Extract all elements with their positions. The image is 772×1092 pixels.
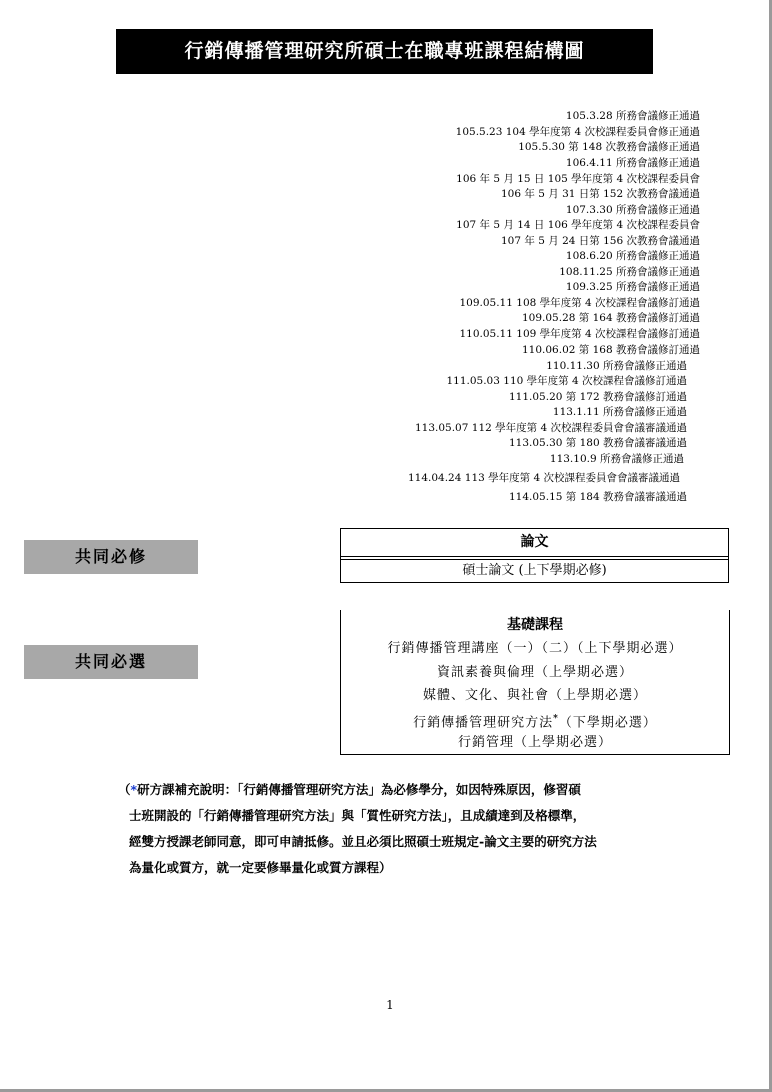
note-open-paren: （ (118, 782, 131, 797)
course-item: 資訊素養與倫理（上學期必選） (436, 664, 633, 680)
note-line: 經雙方授課老師同意，即可申請抵修。並且必須比照碩士班規定-論文主要的研究方法 (129, 834, 597, 849)
revision-line: 107.3.30 所務會議修正通過 (565, 204, 700, 216)
note-line: 為量化或質方，就一定要修畢量化或質方課程） (129, 860, 392, 875)
core-box-title: 基礎課程 (507, 617, 563, 633)
revision-line: 113.1.11 所務會議修正通過 (552, 406, 687, 418)
core-courses-box (340, 610, 730, 755)
course-item-label: 行銷傳播管理研究方法 (413, 714, 554, 730)
revision-line: 110.06.02 第 168 教務會議修訂通過 (522, 344, 700, 356)
note-line (118, 777, 718, 803)
course-item: 行銷傳播管理講座（一）（二）（上下學期必選） (387, 641, 683, 656)
revision-line: 107 年 5 月 24 日第 156 次教務會議通過 (501, 235, 700, 247)
thesis-course: 碩士論文 (上下學期必修) (462, 563, 607, 578)
note-line: 士班開設的「行銷傳播管理研究方法」與「質性研究方法」，且成績達到及格標準， (129, 808, 586, 823)
revision-line: 109.3.25 所務會議修正通過 (565, 281, 700, 293)
revision-line: 111.05.03 110 學年度第 4 次校課程會議修訂通過 (446, 375, 687, 387)
revision-line: 107 年 5 月 14 日 106 學年度第 4 次校課程委員會 (456, 219, 700, 231)
asterisk-marker: * (553, 713, 559, 724)
course-item: 媒體、文化、與社會（上學期必選） (422, 688, 647, 703)
revision-line: 108.6.20 所務會議修正通過 (565, 250, 700, 262)
course-item-suffix: （下學期必選） (558, 714, 657, 730)
note-star: * (130, 782, 138, 797)
revision-line: 106 年 5 月 31 日第 152 次教務會議通過 (501, 188, 700, 200)
revision-line: 109.05.11 108 學年度第 4 次校課程會議修訂通過 (459, 297, 700, 309)
elective-label: 共同必選 (24, 645, 198, 679)
required-label: 共同必修 (24, 540, 198, 574)
note-text: 研方課補充說明：「行銷傳播管理研究方法」為必修學分，如因特殊原因，修習碩 (137, 782, 581, 797)
thesis-box-title: 論文 (341, 529, 728, 557)
revision-line: 106 年 5 月 15 日 105 學年度第 4 次校課程委員會 (456, 173, 700, 185)
revision-line: 106.4.11 所務會議修正通過 (565, 157, 700, 169)
revision-line: 113.05.07 112 學年度第 4 次校課程委員會會議審議通過 (414, 422, 687, 434)
thesis-box (340, 528, 729, 583)
revision-line: 105.3.28 所務會議修正通過 (565, 110, 700, 122)
course-item: 行銷管理（上學期必選） (457, 735, 612, 750)
revision-line: 113.10.9 所務會議修正通過 (549, 453, 684, 465)
page-title: 行銷傳播管理研究所碩士在職專班課程結構圖 (116, 29, 653, 74)
revision-line: 114.04.24 113 學年度第 4 次校課程委員會會議審議通過 (407, 472, 680, 484)
revision-line: 109.05.28 第 164 教務會議修訂通過 (522, 312, 700, 324)
course-item-method (341, 708, 729, 732)
revision-line: 105.5.23 104 學年度第 4 次校課程委員會修正通過 (455, 126, 700, 138)
revision-line: 110.05.11 109 學年度第 4 次校課程會議修訂通過 (459, 328, 700, 340)
revision-line: 110.11.30 所務會議修正通過 (546, 360, 687, 372)
revision-line: 111.05.20 第 172 教務會議修訂通過 (509, 391, 687, 403)
revision-line: 114.05.15 第 184 教務會議審議通過 (509, 491, 687, 503)
revision-line: 113.05.30 第 180 教務會議審議通過 (509, 437, 687, 449)
revision-line: 108.11.25 所務會議修正通過 (559, 266, 700, 278)
supplementary-note (118, 777, 718, 881)
page-number: 1 (386, 998, 394, 1012)
revision-line: 105.5.30 第 148 次教務會議修正通過 (518, 141, 700, 153)
